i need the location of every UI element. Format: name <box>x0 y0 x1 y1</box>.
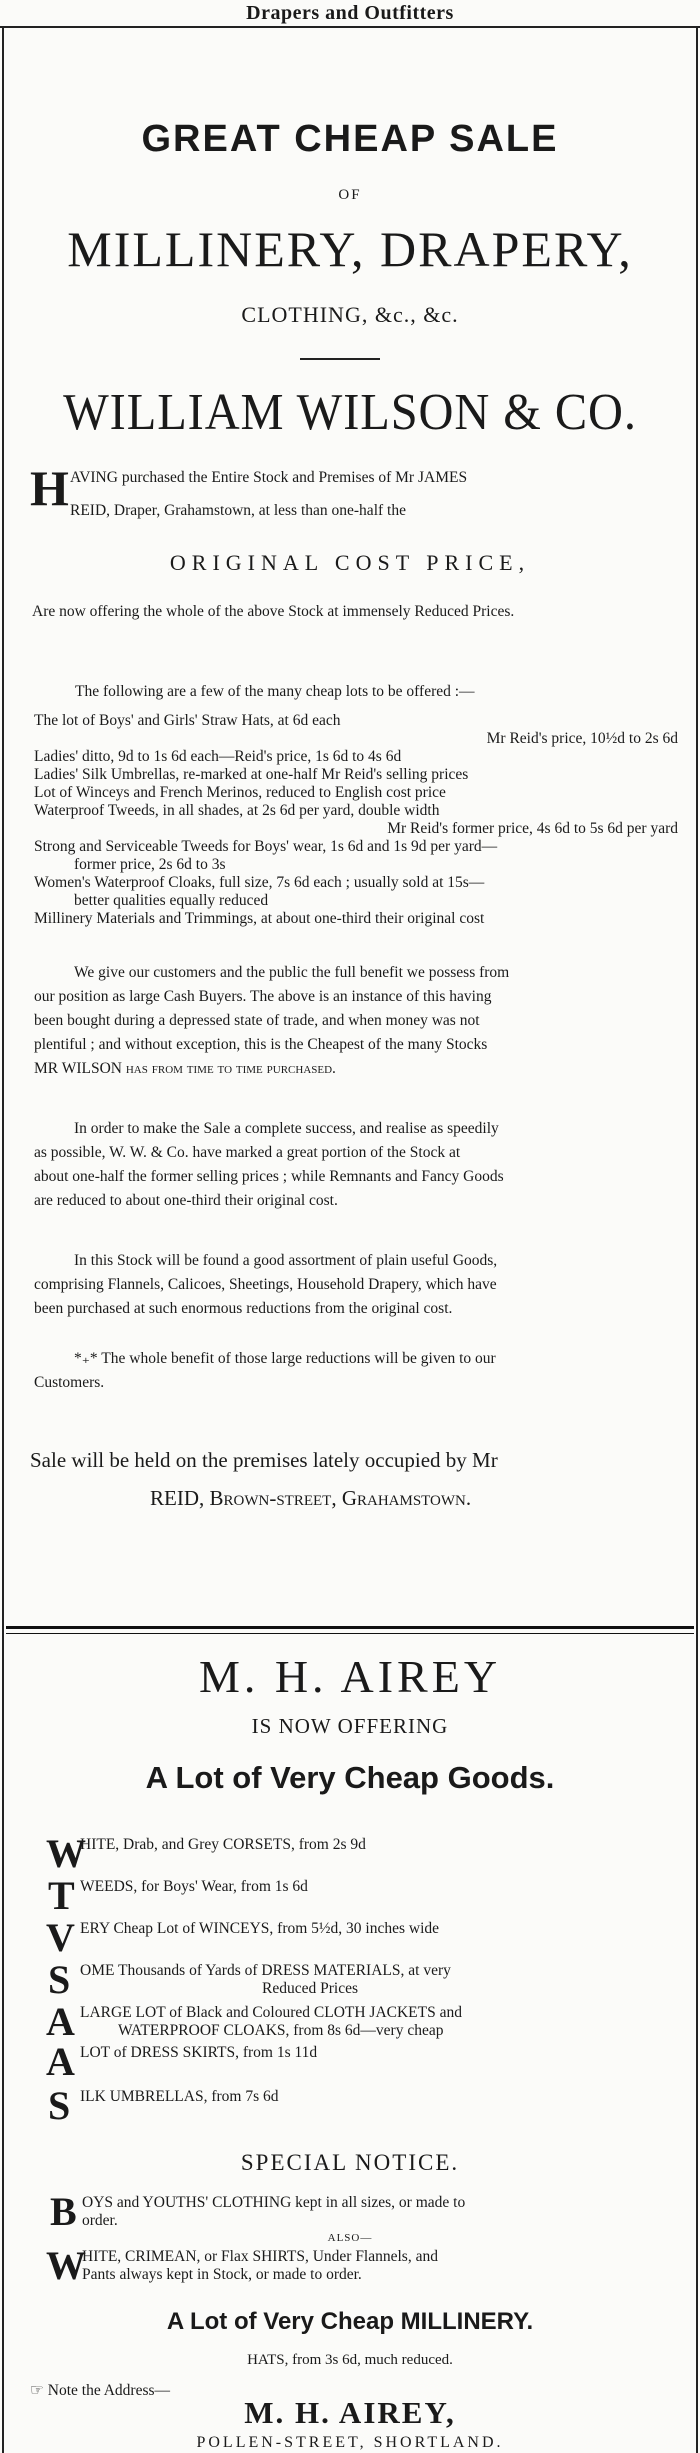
firm-name: WILLIAM WILSON & CO. <box>63 384 637 441</box>
notice-line: order. <box>82 2212 118 2229</box>
drop-cap: B <box>50 2189 77 2234</box>
text-line: plentiful ; and without exception, this is the Cheapest of the many Stocks <box>34 1036 488 1053</box>
cheap-millinery-title: A Lot of Very Cheap MILLINERY. <box>166 2308 534 2335</box>
cheap-goods-title: A Lot of Very Cheap Goods. <box>145 1760 555 1795</box>
text-line: We give our customers and the public the full benefit we possess from <box>74 964 510 981</box>
lot-line: The lot of Boys' and Girls' Straw Hats, at 6d each <box>34 712 341 729</box>
drop-cap-h: H <box>30 460 69 516</box>
drop-cap: S <box>48 1957 71 2002</box>
text-line: as possible, W. W. & Co. have marked a great portion of the Stock at <box>34 1144 461 1161</box>
sale-location-line-1: Sale will be held on the premises lately occupied by Mr <box>30 1448 498 1472</box>
drop-cap: A <box>46 1999 75 2044</box>
text-line: comprising Flannels, Calicoes, Sheetings, Household Drapery, which have <box>34 1276 497 1293</box>
drop-cap: W <box>46 1831 86 1876</box>
drop-cap: S <box>48 2083 71 2128</box>
section-divider-thin <box>6 1633 694 1634</box>
sale-headline: GREAT CHEAP SALE <box>141 118 559 160</box>
clothing-heading: CLOTHING, &c., &c. <box>241 302 459 327</box>
goods-item: ILK UMBRELLAS, from 7s 6d <box>80 2088 279 2105</box>
intro-line-1: AVING purchased the Entire Stock and Premises of Mr JAMES <box>70 469 468 486</box>
lot-line: Mr Reid's former price, 4s 6d to 5s 6d per yard <box>387 820 678 837</box>
hats-line: HATS, from 3s 6d, much reduced. <box>247 2352 453 2368</box>
text-line: our position as large Cash Buyers. The above is an instance of this having <box>34 988 492 1005</box>
note-address: ☞ Note the Address— <box>30 2382 171 2399</box>
text-line: MR WILSON has from time to time purchased. <box>34 1060 336 1077</box>
lot-line: Strong and Serviceable Tweeds for Boys' wear, 1s 6d and 1s 9d per yard— <box>34 838 498 855</box>
lot-line: Millinery Materials and Trimmings, at about one-third their original cost <box>34 910 485 927</box>
page-header: Drapers and Outfitters <box>0 0 700 28</box>
offer-line: Are now offering the whole of the above Stock at immensely Reduced Prices. <box>32 603 515 620</box>
of-word: OF <box>338 187 362 203</box>
text-line: been purchased at such enormous reductions from the original cost. <box>34 1300 453 1317</box>
drop-cap: W <box>46 2243 86 2288</box>
lot-line: Ladies' ditto, 9d to 1s 6d each—Reid's price, 1s 6d to 4s 6d <box>34 748 402 765</box>
original-cost-price: ORIGINAL COST PRICE, <box>169 550 531 575</box>
text-line: been bought during a depressed state of trade, and when money was not <box>34 1012 480 1029</box>
drop-cap: V <box>46 1915 75 1960</box>
goods-item: LARGE LOT of Black and Coloured CLOTH JACKETS and <box>80 2004 462 2021</box>
text-line: In order to make the Sale a complete success, and realise as speedily <box>74 1120 499 1137</box>
lot-line: better qualities equally reduced <box>74 892 269 909</box>
lot-line: Mr Reid's price, 10½d to 2s 6d <box>486 730 678 747</box>
left-border <box>2 26 4 2453</box>
lot-line: former price, 2s 6d to 3s <box>74 856 226 873</box>
goods-item: OME Thousands of Yards of DRESS MATERIALS, at very <box>80 1962 451 1979</box>
notice-line: HITE, CRIMEAN, or Flax SHIRTS, Under Flannels, and <box>82 2248 438 2265</box>
millinery-drapery-heading: MILLINERY, DRAPERY, <box>67 221 633 277</box>
drop-cap: A <box>46 2039 75 2084</box>
lot-line: Waterproof Tweeds, in all shades, at 2s 6d per yard, double width <box>34 802 440 819</box>
short-rule <box>300 358 380 360</box>
text-line: *₊* The whole benefit of those large reductions will be given to our <box>74 1350 496 1367</box>
text-line: are reduced to about one-third their original cost. <box>34 1192 338 1209</box>
special-notice-title: SPECIAL NOTICE. <box>240 2150 460 2175</box>
text-line: Customers. <box>34 1374 105 1391</box>
also-label: ALSO— <box>327 2232 373 2244</box>
sale-location-line-2: REID, Brown-street, Grahamstown. <box>150 1486 472 1510</box>
goods-item: HITE, Drab, and Grey CORSETS, from 2s 9d <box>80 1836 366 1853</box>
text-line: about one-half the former selling prices ; while Remnants and Fancy Goods <box>34 1168 504 1185</box>
lots-intro: The following are a few of the many cheap lots to be offered :— <box>75 683 475 700</box>
text-line: In this Stock will be found a good assortment of plain useful Goods, <box>74 1252 498 1269</box>
notice-line: Pants always kept in Stock, or made to order. <box>82 2266 362 2283</box>
goods-item: ERY Cheap Lot of WINCEYS, from 5½d, 30 inches wide <box>80 1920 440 1937</box>
section-divider <box>6 1626 694 1629</box>
goods-item: WEEDS, for Boys' Wear, from 1s 6d <box>80 1878 308 1895</box>
goods-item: Reduced Prices <box>262 1980 358 1997</box>
right-border <box>696 26 698 2453</box>
intro-line-2: REID, Draper, Grahamstown, at less than one-half the <box>70 502 406 519</box>
address-name: M. H. AIREY, <box>244 2395 456 2430</box>
drop-cap: T <box>48 1873 75 1918</box>
address-street: POLLEN-STREET, SHORTLAND. <box>196 2434 504 2451</box>
lot-line: Women's Waterproof Cloaks, full size, 7s 6d each ; usually sold at 15s— <box>34 874 485 891</box>
notice-line: OYS and YOUTHS' CLOTHING kept in all sizes, or made to <box>82 2194 466 2211</box>
now-offering: IS NOW OFFERING <box>251 1714 449 1738</box>
goods-item: WATERPROOF CLOAKS, from 8s 6d—very cheap <box>118 2022 444 2039</box>
airey-name: M. H. AIREY <box>198 1651 502 1702</box>
goods-item: LOT of DRESS SKIRTS, from 1s 11d <box>80 2044 318 2061</box>
lot-line: Ladies' Silk Umbrellas, re-marked at one-half Mr Reid's selling prices <box>34 766 469 783</box>
lot-line: Lot of Winceys and French Merinos, reduced to English cost price <box>34 784 446 801</box>
